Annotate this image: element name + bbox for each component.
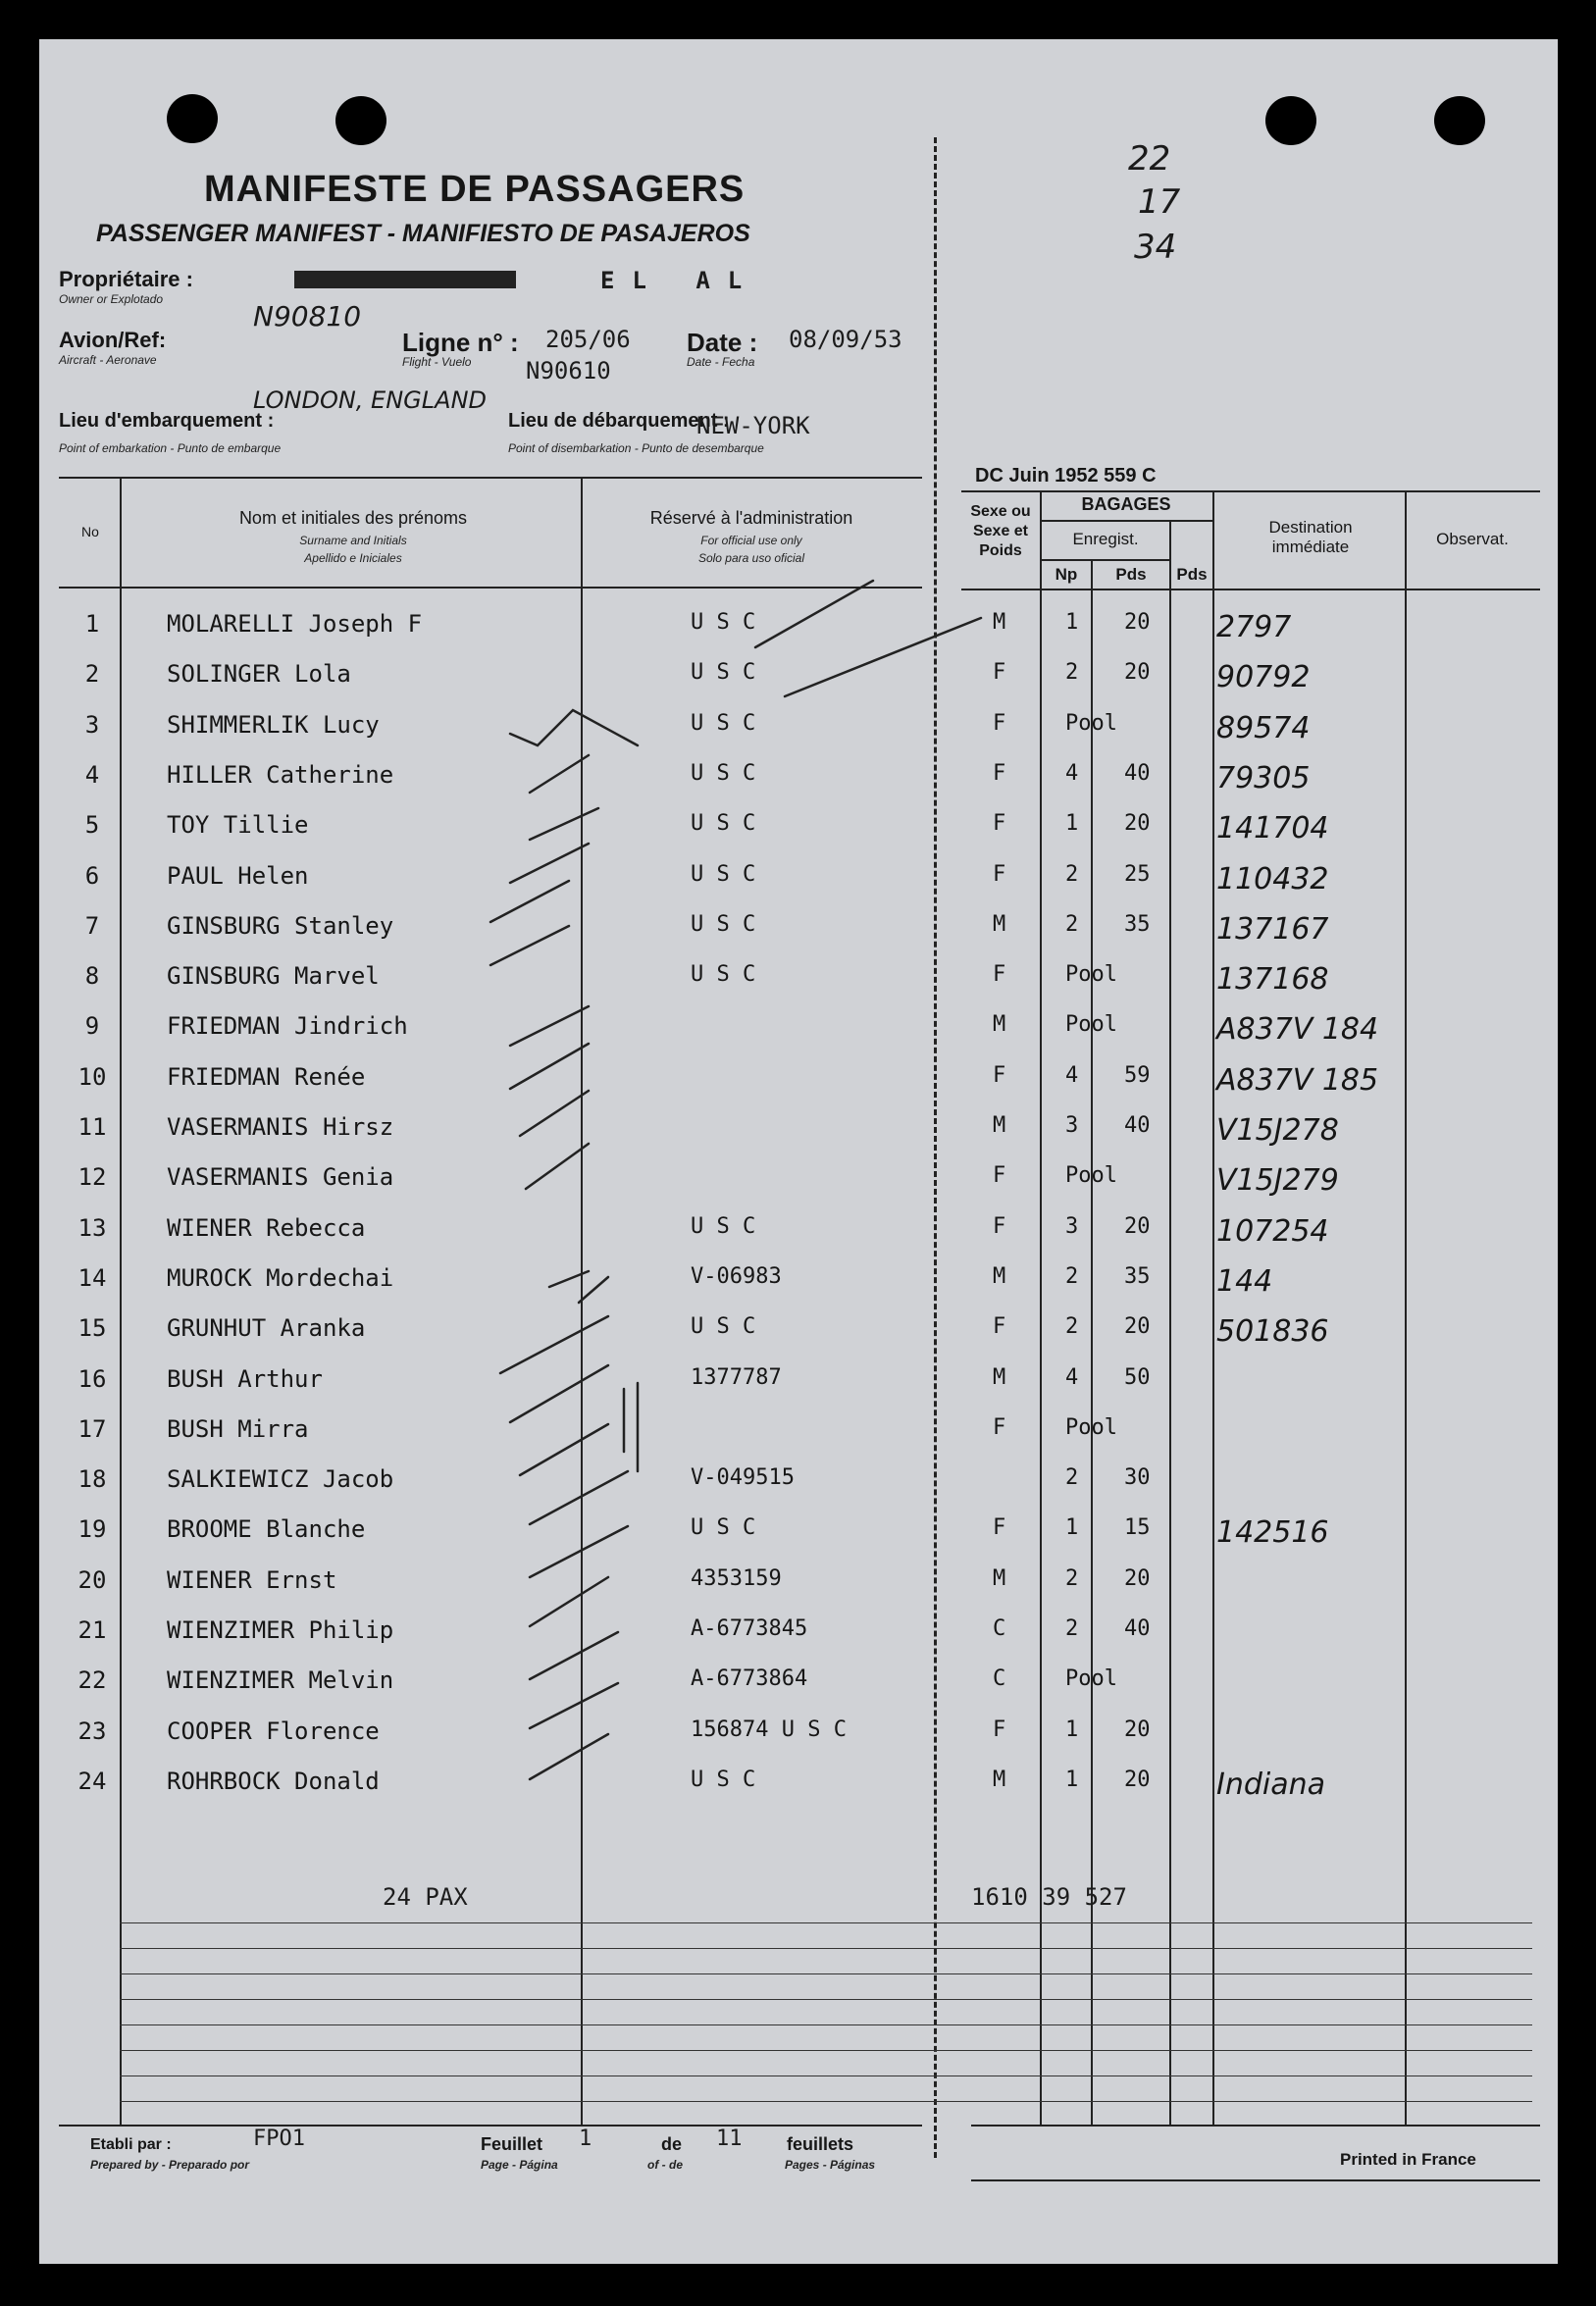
baggage-count: 2 — [1065, 911, 1079, 937]
table-bottom-right — [971, 2125, 1540, 2127]
admin-note: U S C — [691, 811, 756, 837]
total-baggage: 1610 39 527 — [971, 1883, 1127, 1911]
col-header-pds2: Pds — [1176, 565, 1208, 584]
col-header-destination: Destination immédiate — [1268, 518, 1353, 556]
row-number: 4 — [84, 760, 100, 789]
baggage-weight: 35 — [1124, 911, 1151, 937]
baggage-weight: 20 — [1124, 811, 1151, 837]
admin-note: U S C — [691, 861, 756, 887]
debarquement-value: NEW-YORK — [696, 412, 810, 439]
passenger-sex: F — [993, 811, 1006, 837]
passenger-row — [0, 1365, 1596, 1414]
passenger-row — [0, 761, 1596, 810]
passenger-sex: F — [993, 760, 1006, 786]
page-sublabel: Page - Página — [481, 2158, 558, 2172]
blank-rule-line — [120, 2024, 1532, 2025]
passenger-row — [0, 962, 1596, 1011]
passenger-name: MUROCK Mordechai — [167, 1263, 394, 1292]
destination-note: 501836 — [1216, 1314, 1329, 1350]
baggage-count: Pool — [1065, 1414, 1117, 1440]
baggage-count: 3 — [1065, 1113, 1079, 1138]
admin-note: U S C — [691, 1515, 756, 1541]
baggage-count: 4 — [1065, 760, 1079, 786]
passenger-sex: M — [993, 1565, 1006, 1591]
row-number: 19 — [77, 1515, 107, 1544]
passenger-sex: F — [993, 861, 1006, 887]
destination-note: 137168 — [1216, 962, 1329, 998]
baggage-weight: 25 — [1124, 861, 1151, 887]
baggage-count: Pool — [1065, 1163, 1117, 1189]
admin-note: U S C — [691, 1314, 756, 1340]
admin-note: 4353159 — [691, 1565, 782, 1591]
row-number: 6 — [84, 861, 100, 890]
lieu-label: Lieu d'embarquement : — [59, 410, 275, 432]
col-header-admin: Réservé à l'administration — [649, 508, 853, 528]
col-header-name: Nom et initiales des prénoms — [238, 508, 468, 528]
blank-rule-line — [120, 1973, 1532, 1974]
proprietaire-label: Propriétaire : — [59, 267, 193, 291]
proprietaire-strike — [294, 271, 516, 288]
admin-note: A-6773864 — [691, 1666, 808, 1692]
corner-number-1: 22 — [1128, 139, 1171, 179]
passenger-sex: F — [993, 710, 1006, 736]
admin-note: U S C — [691, 911, 756, 937]
col-header-no: No — [81, 524, 99, 539]
passenger-sex: M — [993, 1767, 1006, 1792]
baggage-weight: 30 — [1124, 1465, 1151, 1491]
passenger-row — [0, 1465, 1596, 1514]
passenger-sex: F — [993, 1163, 1006, 1189]
blank-rule-line — [120, 1999, 1532, 2000]
destination-note: 89574 — [1216, 710, 1311, 745]
passenger-name: FRIEDMAN Renée — [167, 1062, 366, 1091]
aircraft-number-2: N90610 — [526, 357, 611, 384]
row-number: 16 — [77, 1364, 107, 1393]
baggage-count: 2 — [1065, 660, 1079, 686]
row-number: 20 — [77, 1565, 107, 1594]
passenger-sex: M — [993, 1364, 1006, 1390]
passenger-row — [0, 1768, 1596, 1817]
passenger-row — [0, 1314, 1596, 1363]
admin-note: U S C — [691, 760, 756, 786]
row-number: 17 — [77, 1414, 107, 1443]
pages-sublabel: Pages - Páginas — [785, 2158, 876, 2172]
passenger-name: WIENER Rebecca — [167, 1213, 366, 1242]
baggage-count: 2 — [1065, 1263, 1079, 1289]
passenger-name: BUSH Arthur — [167, 1364, 323, 1393]
row-number: 22 — [77, 1666, 107, 1695]
punch-hole-3 — [1265, 96, 1316, 145]
blank-rule-line — [120, 2075, 1532, 2076]
passenger-name: VASERMANIS Genia — [167, 1163, 394, 1192]
punch-hole-1 — [167, 94, 218, 143]
passenger-sex: F — [993, 1314, 1006, 1340]
passenger-row — [0, 1113, 1596, 1162]
table-top-left — [59, 477, 922, 479]
passenger-sex: C — [993, 1666, 1006, 1692]
baggage-weight: 20 — [1124, 610, 1151, 635]
passenger-row — [0, 1214, 1596, 1263]
passenger-sex: F — [993, 962, 1006, 988]
passenger-row — [0, 660, 1596, 709]
col-header-name-en: Surname and Initials — [299, 534, 407, 547]
passenger-row — [0, 1717, 1596, 1767]
admin-note: A-6773845 — [691, 1616, 808, 1641]
baggage-weight: 20 — [1124, 1314, 1151, 1340]
passenger-name: TOY Tillie — [167, 811, 309, 840]
destination-note: 144 — [1216, 1263, 1273, 1299]
enregist-divider — [1040, 559, 1169, 561]
passenger-name: WIENZIMER Philip — [167, 1616, 394, 1644]
row-number: 1 — [84, 610, 100, 638]
total-pax: 24 PAX — [383, 1883, 468, 1911]
col-header-admin-es: Solo para uso oficial — [697, 551, 805, 565]
row-number: 7 — [84, 911, 100, 940]
passenger-sex: M — [993, 911, 1006, 937]
proprietaire-sublabel: Owner or Explotado — [59, 292, 164, 306]
baggage-count: 1 — [1065, 1515, 1079, 1541]
table-top-right — [961, 490, 1540, 492]
baggage-weight: 35 — [1124, 1263, 1151, 1289]
passenger-sex: F — [993, 1717, 1006, 1742]
date-label: Date : — [687, 328, 758, 357]
lieu-value: LONDON, ENGLAND — [253, 386, 487, 414]
passenger-name: FRIEDMAN Jindrich — [167, 1012, 408, 1041]
admin-note: V-06983 — [691, 1263, 782, 1289]
row-number: 5 — [84, 811, 100, 840]
lieu-sublabel: Point of embarkation - Punto de embarque — [59, 441, 282, 455]
destination-note: A837V 185 — [1216, 1062, 1379, 1098]
blank-rule-line — [120, 1948, 1532, 1949]
baggage-count: 2 — [1065, 1465, 1079, 1491]
passenger-name: SHIMMERLIK Lucy — [167, 710, 380, 739]
printed-in-france: Printed in France — [1340, 2150, 1476, 2169]
baggage-count: Pool — [1065, 1012, 1117, 1038]
destination-note: 110432 — [1216, 861, 1329, 897]
baggage-weight: 20 — [1124, 660, 1151, 686]
baggage-count: Pool — [1065, 1666, 1117, 1692]
date-value: 08/09/53 — [789, 326, 902, 353]
destination-note: V15J279 — [1216, 1163, 1339, 1199]
passenger-sex: M — [993, 1263, 1006, 1289]
punch-hole-2 — [335, 96, 386, 145]
admin-note: U S C — [691, 610, 756, 635]
destination-note: 141704 — [1216, 811, 1329, 846]
baggage-count: 1 — [1065, 811, 1079, 837]
passenger-row — [0, 610, 1596, 659]
baggage-count: 1 — [1065, 1717, 1079, 1742]
passenger-row — [0, 1264, 1596, 1313]
passenger-row — [0, 711, 1596, 760]
passenger-name: SOLINGER Lola — [167, 660, 351, 689]
admin-note: 156874 U S C — [691, 1717, 847, 1742]
row-number: 3 — [84, 710, 100, 739]
baggage-count: 4 — [1065, 1062, 1079, 1088]
row-number: 15 — [77, 1314, 107, 1343]
baggage-count: Pool — [1065, 710, 1117, 736]
baggage-count: Pool — [1065, 962, 1117, 988]
passenger-sex: F — [993, 1062, 1006, 1088]
of-sublabel: of - de — [647, 2158, 683, 2172]
passenger-row — [0, 1415, 1596, 1464]
punch-hole-4 — [1434, 96, 1485, 145]
passenger-name: PAUL Helen — [167, 861, 309, 890]
passenger-sex: M — [993, 610, 1006, 635]
passenger-row — [0, 1515, 1596, 1564]
destination-note: 2797 — [1216, 610, 1292, 644]
baggage-weight: 59 — [1124, 1062, 1151, 1088]
corner-number-2: 17 — [1138, 182, 1181, 222]
admin-note: U S C — [691, 962, 756, 988]
destination-note: 142516 — [1216, 1515, 1329, 1551]
passenger-row — [0, 811, 1596, 860]
admin-note: U S C — [691, 660, 756, 686]
col-header-np: Np — [1055, 565, 1078, 584]
row-number: 2 — [84, 660, 100, 689]
passenger-name: MOLARELLI Joseph F — [167, 610, 423, 638]
baggage-count: 2 — [1065, 861, 1079, 887]
debarquement-sublabel: Point of disembarkation - Punto de desembarque — [508, 441, 764, 455]
baggage-weight: 20 — [1124, 1717, 1151, 1742]
passenger-sex: F — [993, 660, 1006, 686]
de-value: 11 — [716, 2127, 743, 2151]
passenger-name: ROHRBOCK Donald — [167, 1767, 380, 1795]
baggage-count: 1 — [1065, 1767, 1079, 1792]
row-number: 12 — [77, 1163, 107, 1192]
manifest-title: MANIFESTE DE PASSAGERS — [204, 169, 746, 210]
destination-note: Indiana — [1216, 1767, 1326, 1802]
baggage-weight: 50 — [1124, 1364, 1151, 1390]
col-header-enregist: Enregist. — [1072, 530, 1139, 548]
manifest-subtitle: PASSENGER MANIFEST - MANIFIESTO DE PASAJEROS — [96, 220, 750, 247]
ligne-sublabel: Flight - Vuelo — [402, 355, 472, 369]
admin-note: U S C — [691, 1767, 756, 1792]
passenger-name: COOPER Florence — [167, 1717, 380, 1745]
blank-rule-line — [120, 1922, 1532, 1923]
passenger-sex: F — [993, 1213, 1006, 1239]
passenger-row — [0, 1063, 1596, 1112]
row-number: 18 — [77, 1465, 107, 1494]
baggage-weight: 20 — [1124, 1213, 1151, 1239]
passenger-name: BUSH Mirra — [167, 1414, 309, 1443]
ligne-label: Ligne n° : — [402, 328, 519, 357]
feuillets-label: feuillets — [787, 2134, 854, 2154]
destination-note: A837V 184 — [1216, 1012, 1379, 1048]
admin-note: 1377787 — [691, 1364, 782, 1390]
baggage-count: 4 — [1065, 1364, 1079, 1390]
passenger-row — [0, 1566, 1596, 1615]
header-bottom-right — [961, 589, 1540, 590]
passenger-name: SALKIEWICZ Jacob — [167, 1465, 394, 1494]
baggage-count: 1 — [1065, 610, 1079, 635]
row-number: 8 — [84, 962, 100, 991]
corner-number-3: 34 — [1134, 228, 1177, 267]
passenger-sex: C — [993, 1616, 1006, 1641]
sheet-foot-rule — [971, 2179, 1540, 2181]
col-header-name-es: Apellido e Iniciales — [304, 551, 402, 565]
passenger-name: GINSBURG Stanley — [167, 911, 394, 940]
col-header-admin-en: For official use only — [700, 534, 802, 547]
passenger-row — [0, 1012, 1596, 1061]
feuillet-value: 1 — [579, 2127, 592, 2151]
row-number: 13 — [77, 1213, 107, 1242]
etabli-sublabel: Prepared by - Preparado por — [90, 2158, 250, 2172]
passenger-row — [0, 912, 1596, 961]
baggage-weight: 40 — [1124, 1616, 1151, 1641]
row-number: 9 — [84, 1012, 100, 1041]
passenger-sex: M — [993, 1113, 1006, 1138]
form-code: DC Juin 1952 559 C — [975, 465, 1157, 487]
baggage-weight: 40 — [1124, 760, 1151, 786]
baggage-count: 2 — [1065, 1314, 1079, 1340]
passenger-sex: F — [993, 1414, 1006, 1440]
passenger-name: BROOME Blanche — [167, 1515, 366, 1544]
row-number: 21 — [77, 1616, 107, 1644]
date-sublabel: Date - Fecha — [687, 355, 755, 369]
destination-note: 79305 — [1216, 760, 1311, 795]
passenger-name: GINSBURG Marvel — [167, 962, 380, 991]
destination-note: 107254 — [1216, 1213, 1329, 1249]
debarquement-label: Lieu de débarquement : — [508, 410, 730, 432]
col-header-pds: Pds — [1115, 565, 1147, 584]
aircraft-handwritten: N90810 — [253, 300, 362, 333]
col-header-bagages: BAGAGES — [1081, 494, 1171, 514]
etabli-value: FPO1 — [253, 2127, 305, 2151]
passenger-name: WIENZIMER Melvin — [167, 1666, 394, 1695]
baggage-count: 2 — [1065, 1616, 1079, 1641]
baggage-count: 2 — [1065, 1565, 1079, 1591]
passenger-row — [0, 1666, 1596, 1716]
avion-label: Avion/Ref: — [59, 328, 167, 352]
destination-note: 137167 — [1216, 911, 1329, 947]
row-number: 24 — [77, 1767, 107, 1795]
col-header-sex: Sexe ou Sexe et Poids — [970, 503, 1031, 559]
blank-rule-line — [120, 2050, 1532, 2051]
row-number: 10 — [77, 1062, 107, 1091]
row-number: 11 — [77, 1113, 107, 1141]
admin-note: V-049515 — [691, 1465, 795, 1491]
admin-note: U S C — [691, 1213, 756, 1239]
passenger-row — [0, 1163, 1596, 1212]
passenger-row — [0, 1616, 1596, 1665]
passenger-name: VASERMANIS Hirsz — [167, 1113, 394, 1141]
etabli-label: Etabli par : — [90, 2136, 172, 2153]
passenger-sex: F — [993, 1515, 1006, 1541]
baggage-weight: 20 — [1124, 1565, 1151, 1591]
header-bottom-left — [59, 587, 922, 589]
row-number: 23 — [77, 1717, 107, 1745]
baggage-weight: 40 — [1124, 1113, 1151, 1138]
passenger-name: WIENER Ernst — [167, 1565, 337, 1594]
destination-note: V15J278 — [1216, 1113, 1339, 1148]
admin-note: U S C — [691, 710, 756, 736]
bagages-divider — [1040, 520, 1212, 522]
col-header-observ: Observat. — [1436, 530, 1509, 548]
ligne-value: 205/06 — [545, 326, 631, 353]
destination-note: 90792 — [1216, 660, 1311, 695]
proprietaire-value: EL AL — [600, 267, 760, 294]
avion-sublabel: Aircraft - Aeronave — [59, 353, 157, 367]
baggage-count: 3 — [1065, 1213, 1079, 1239]
de-label: de — [661, 2134, 683, 2154]
row-number: 14 — [77, 1263, 107, 1292]
passenger-row — [0, 862, 1596, 911]
passenger-name: HILLER Catherine — [167, 760, 394, 789]
blank-rule-line — [120, 2101, 1532, 2102]
passenger-name: GRUNHUT Aranka — [167, 1314, 366, 1343]
table-bottom-left — [59, 2125, 922, 2127]
baggage-weight: 15 — [1124, 1515, 1151, 1541]
baggage-weight: 20 — [1124, 1767, 1151, 1792]
passenger-sex: M — [993, 1012, 1006, 1038]
feuillet-label: Feuillet — [481, 2134, 543, 2154]
